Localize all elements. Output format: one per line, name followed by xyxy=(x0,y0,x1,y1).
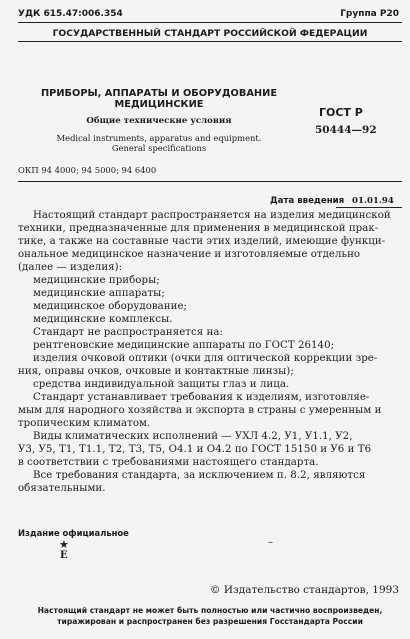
body-line: тике, а также на составные части этих изделий, имеющие функци- xyxy=(18,236,386,247)
body-line: обязательными. xyxy=(18,483,106,494)
body-line: в соответствии с требованиями настоящего стандарта. xyxy=(18,457,319,468)
gost-label: ГОСТ Р xyxy=(319,106,363,119)
body-line: медицинские аппараты; xyxy=(33,288,165,299)
standard-title: ГОСУДАРСТВЕННЫЙ СТАНДАРТ РОССИЙСКОЙ ФЕДЕРАЦИИ xyxy=(52,28,368,39)
body-line: (далее — изделия): xyxy=(18,262,123,273)
body-line: Настоящий стандарт распространяется на изделия медицинской xyxy=(33,210,391,221)
body-line: Стандарт не распространяется на: xyxy=(33,327,223,338)
gost-number: 50444—92 xyxy=(315,124,377,136)
body-line: Стандарт устанавливает требования к изделиям, изготовляе- xyxy=(33,392,370,403)
body-line: медицинские приборы; xyxy=(33,275,160,286)
doc-title-line-2: МЕДИЦИНСКИЕ xyxy=(114,99,204,110)
body-line: У3, У5, Т1, Т1.1, Т2, Т3, Т5, О4.1 и О4.2 по ГОСТ 15150 и У6 и Т6 xyxy=(18,444,372,455)
body-line: Виды климатических исполнений — УХЛ 4.2, У1, У1.1, У2, xyxy=(33,431,353,442)
reproduction-notice-line-2: тиражирован и распространен без разрешения Госстандарта России xyxy=(57,617,363,626)
body-line: медицинское оборудование; xyxy=(33,301,188,312)
star-mark: ★ xyxy=(59,538,69,551)
english-title-line-1: Medical instruments, apparatus and equipment. xyxy=(56,133,262,143)
body-line: ональное медицинское назначение и изготовляемые отдельно xyxy=(18,249,361,260)
english-title-line-2: General specifications xyxy=(111,143,207,153)
body-line: техники, предназначенные для применения в медицинской прак- xyxy=(18,223,379,234)
reproduction-notice-line-1: Настоящий стандарт не может быть полностью или частично воспроизведен, xyxy=(37,606,383,615)
body-line: рентгеновские медицинские аппараты по ГОСТ 26140; xyxy=(33,340,335,351)
title-rule xyxy=(18,181,402,182)
group-code: Группа Р20 xyxy=(340,9,399,19)
center-dash: – xyxy=(268,537,273,548)
body-line: ния, оправы очков, очковые и контактные линзы); xyxy=(18,366,294,377)
udk-code: УДК 615.47:006.354 xyxy=(18,9,123,19)
doc-subtitle: Общие технические условия xyxy=(86,116,232,126)
body-line: медицинские комплексы. xyxy=(33,314,173,325)
okp-codes: ОКП 94 4000; 94 5000; 94 6400 xyxy=(18,165,157,175)
body-line: мым для народного хозяйства и экспорта в страны с умеренным и xyxy=(18,405,382,416)
top-rule-2 xyxy=(18,41,402,42)
body-line: Все требования стандарта, за исключением п. 8.2, являются xyxy=(33,470,366,481)
intro-date-label: Дата введения xyxy=(270,196,345,206)
body-line: изделия очковой оптики (очки для оптической коррекции зре- xyxy=(33,353,378,364)
doc-title-line-1: ПРИБОРЫ, АППАРАТЫ И ОБОРУДОВАНИЕ xyxy=(40,88,278,99)
copyright-line: © Издательство стандартов, 1993 xyxy=(210,584,399,596)
e-mark: Е xyxy=(60,550,68,561)
body-line: тропическим климатом. xyxy=(18,418,151,429)
intro-date-rule xyxy=(336,207,402,208)
top-rule-1 xyxy=(18,22,402,23)
body-line: средства индивидуальной защиты глаз и лица. xyxy=(33,379,290,390)
official-edition-label: Издание официальное xyxy=(18,528,129,538)
intro-date-value: 01.01.94 xyxy=(352,196,394,206)
